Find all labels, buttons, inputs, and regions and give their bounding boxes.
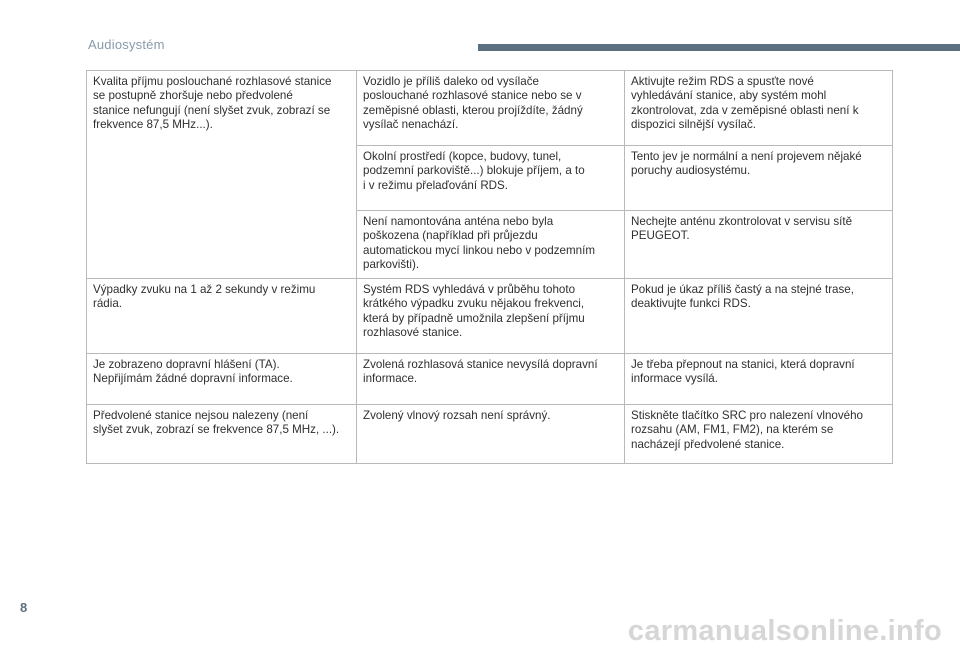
cause-text: Zvolená rozhlasová stanice nevysílá dopravní informace. bbox=[363, 358, 598, 386]
cause-cell bbox=[357, 71, 625, 146]
troubleshooting-table-container bbox=[86, 70, 892, 464]
cause-text: Vozidlo je příliš daleko od vysílače poslouchané rozhlasové stanice nebo se v zeměpisné oblasti, kterou projíždíte, žádný vysílač nenachází. bbox=[363, 75, 583, 131]
table-row bbox=[87, 405, 893, 464]
solution-text: Nechejte anténu zkontrolovat v servisu sítě PEUGEOT. bbox=[631, 215, 853, 243]
solution-cell bbox=[625, 211, 893, 279]
solution-text: Je třeba přepnout na stanici, která dopravní informace vysílá. bbox=[631, 358, 855, 386]
cause-text: Zvolený vlnový rozsah není správný. bbox=[363, 409, 551, 423]
cause-text: Není namontována anténa nebo byla poškozena (například při průjezdu automatickou mycí linkou nebo v podzemním parkovišti). bbox=[363, 215, 595, 271]
troubleshooting-table bbox=[86, 70, 893, 464]
table-row bbox=[87, 279, 893, 354]
solution-cell bbox=[625, 405, 893, 464]
solution-cell bbox=[625, 354, 893, 405]
solution-cell bbox=[625, 71, 893, 146]
cause-cell bbox=[357, 146, 625, 211]
page-number: 8 bbox=[20, 600, 28, 615]
problem-text: Předvolené stanice nejsou nalezeny (není slyšet zvuk, zobrazí se frekvence 87,5 MHz, ...). bbox=[93, 409, 340, 437]
problem-cell bbox=[87, 71, 357, 279]
header-accent-bar bbox=[478, 44, 960, 51]
solution-text: Stiskněte tlačítko SRC pro nalezení vlnového rozsahu (AM, FM1, FM2), na kterém se nacházejí předvolené stanice. bbox=[631, 409, 863, 451]
table-row bbox=[87, 71, 893, 146]
problem-text: Kvalita příjmu poslouchané rozhlasové stanice se postupně zhoršuje nebo předvolené stanice nefungují (není slyšet zvuk, zobrazí se frekvence 87,5 MHz...). bbox=[93, 75, 332, 131]
cause-text: Okolní prostředí (kopce, budovy, tunel, podzemní parkoviště...) blokuje příjem, a to i v režimu přelaďování RDS. bbox=[363, 150, 585, 192]
solution-text: Aktivujte režim RDS a spusťte nové vyhledávání stanice, aby systém mohl zkontrolovat, zda v zeměpisné oblasti není k dispozici silnější vysílač. bbox=[631, 75, 859, 131]
solution-cell bbox=[625, 146, 893, 211]
cause-cell bbox=[357, 279, 625, 354]
cause-cell bbox=[357, 405, 625, 464]
problem-text: Je zobrazeno dopravní hlášení (TA). Nepřijímám žádné dopravní informace. bbox=[93, 358, 293, 386]
solution-text: Tento jev je normální a není projevem nějaké poruchy audiosystému. bbox=[631, 150, 862, 178]
watermark: carmanualsonline.info bbox=[627, 615, 942, 647]
problem-text: Výpadky zvuku na 1 až 2 sekundy v režimu rádia. bbox=[93, 283, 316, 311]
solution-text: Pokud je úkaz příliš častý a na stejné trase, deaktivujte funkci RDS. bbox=[631, 283, 854, 311]
problem-cell bbox=[87, 405, 357, 464]
problem-cell bbox=[87, 279, 357, 354]
cause-text: Systém RDS vyhledává v průběhu tohoto krátkého výpadku zvuku nějakou frekvenci, která by případně umožnila zlepšení příjmu rozhlasové stanice. bbox=[363, 283, 585, 340]
cause-cell bbox=[357, 354, 625, 405]
section-title: Audiosystém bbox=[88, 37, 165, 52]
cause-cell bbox=[357, 211, 625, 279]
table-row bbox=[87, 354, 893, 405]
solution-cell bbox=[625, 279, 893, 354]
problem-cell bbox=[87, 354, 357, 405]
